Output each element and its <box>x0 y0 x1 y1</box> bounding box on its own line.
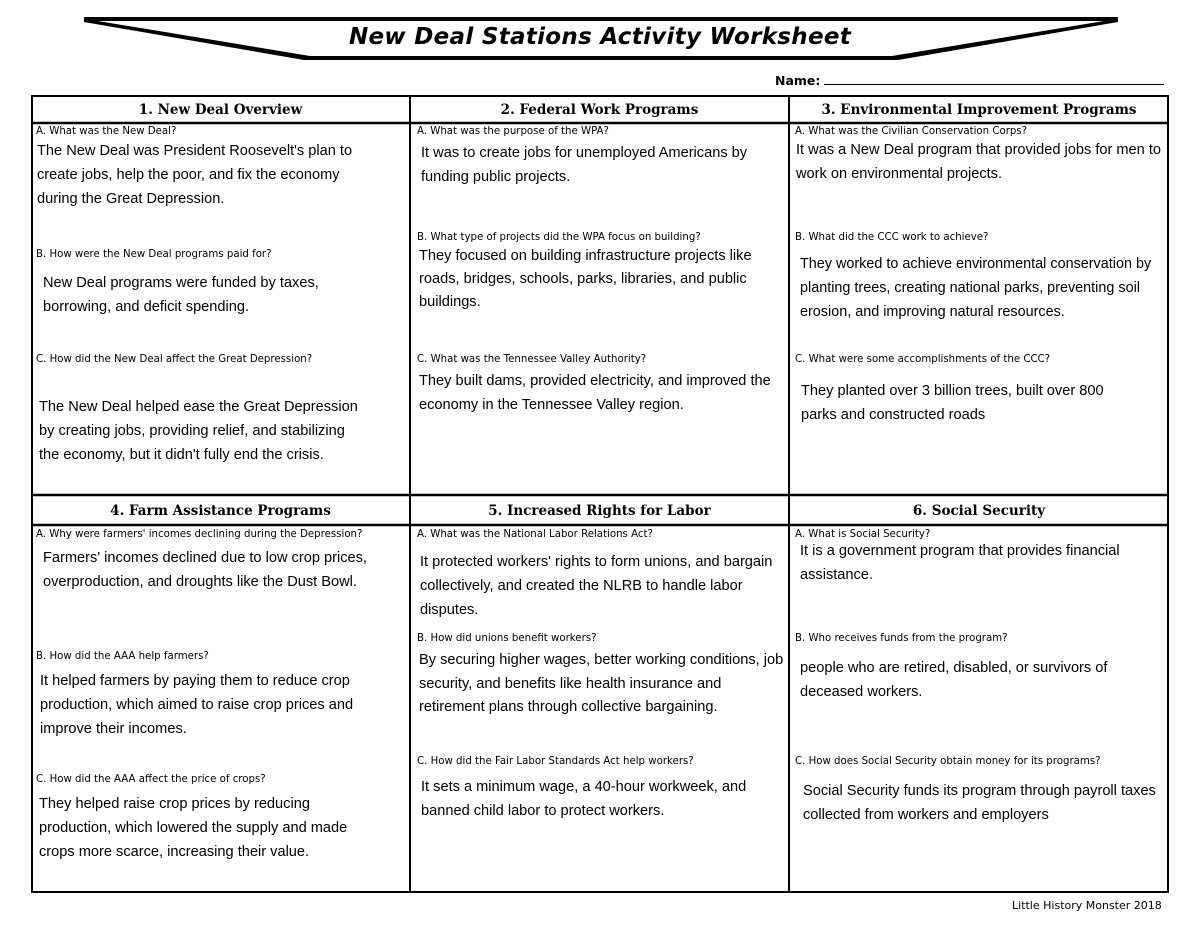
station-2-answer-a[interactable]: It was to create jobs for unemployed Americans by funding public projects. <box>421 145 748 185</box>
station-3-question-c: C. What were some accomplishments of the CCC? <box>795 354 1051 365</box>
station-6-question-a: A. What is Social Security? <box>795 529 931 540</box>
station-1-question-c: C. How did the New Deal affect the Great Depression? <box>36 354 313 365</box>
station-1-answer-a[interactable]: The New Deal was President Roosevelt's plan to create jobs, help the poor, and fix the economy during the Great Depression. <box>37 143 353 207</box>
station-3-title: 3. Environmental Improvement Programs <box>821 102 1137 118</box>
station-6-answer-b[interactable]: people who are retired, disabled, or survivors of deceased workers. <box>800 660 1108 700</box>
name-underline[interactable] <box>824 74 1164 85</box>
station-5-answer-c[interactable]: It sets a minimum wage, a 40-hour workweek, and banned child labor to protect workers. <box>421 779 747 819</box>
copyright-footer: Little History Monster 2018 <box>1012 899 1162 912</box>
station-3-answer-a[interactable]: It was a New Deal program that provided jobs for men to work on environmental projects. <box>796 142 1162 182</box>
stations-grid <box>31 95 1169 893</box>
station-5-answer-a[interactable]: It protected workers' rights to form unions, and bargain collectively, and created the NLRB to handle labor disputes. <box>420 554 773 618</box>
station-4-answer-a[interactable]: Farmers' incomes declined due to low crop prices, overproduction, and droughts like the Dust Bowl. <box>43 550 367 590</box>
station-1-answer-c[interactable]: The New Deal helped ease the Great Depression by creating jobs, providing relief, and stabilizing the economy, but it didn't fully end the crisis. <box>39 399 358 463</box>
station-5-question-c: C. How did the Fair Labor Standards Act help workers? <box>417 756 694 767</box>
station-4-question-b: B. How did the AAA help farmers? <box>36 651 209 662</box>
station-1-title: 1. New Deal Overview <box>138 102 303 118</box>
station-4-answer-c[interactable]: They helped raise crop prices by reducing production, which lowered the supply and made crops more scarce, increasing their value. <box>39 796 348 860</box>
station-4-answer-b[interactable]: It helped farmers by paying them to reduce crop production, which aimed to raise crop prices and improve their incomes. <box>40 673 354 737</box>
station-3-answer-b[interactable]: They worked to achieve environmental conservation by planting trees, creating national parks, preventing soil erosion, and improving natural resources. <box>800 256 1152 320</box>
name-field[interactable] <box>775 73 1164 88</box>
station-4-title: 4. Farm Assistance Programs <box>110 503 331 519</box>
station-5-title: 5. Increased Rights for Labor <box>488 503 711 519</box>
station-6-question-c: C. How does Social Security obtain money for its programs? <box>795 756 1101 767</box>
station-2-title: 2. Federal Work Programs <box>500 102 699 118</box>
station-2-question-a: A. What was the purpose of the WPA? <box>417 126 609 137</box>
worksheet-title: New Deal Stations Activity Worksheet <box>348 24 852 50</box>
station-5-answer-b[interactable]: By securing higher wages, better working conditions, job security, and benefits like health insurance and retirement plans through collective bargaining. <box>419 652 784 715</box>
station-3-answer-c[interactable]: They planted over 3 billion trees, built over 800 parks and constructed roads <box>801 383 1104 423</box>
station-1-question-b: B. How were the New Deal programs paid for? <box>36 249 272 260</box>
station-2-answer-b[interactable]: They focused on building infrastructure projects like roads, bridges, schools, parks, libraries, and public buildings. <box>419 248 752 310</box>
name-label: Name: <box>775 73 821 88</box>
station-2-question-c: C. What was the Tennessee Valley Authority? <box>417 354 647 365</box>
station-3-question-a: A. What was the Civilian Conservation Corps? <box>795 126 1028 137</box>
station-1-question-a: A. What was the New Deal? <box>36 126 177 137</box>
station-6-title: 6. Social Security <box>912 503 1046 519</box>
station-3-question-b: B. What did the CCC work to achieve? <box>795 232 989 243</box>
station-1-answer-b[interactable]: New Deal programs were funded by taxes, borrowing, and deficit spending. <box>43 275 319 315</box>
station-6-answer-c[interactable]: Social Security funds its program through payroll taxes collected from workers and employers <box>803 783 1156 823</box>
station-2-answer-c[interactable]: They built dams, provided electricity, and improved the economy in the Tennessee Valley region. <box>419 373 771 413</box>
station-4-question-a: A. Why were farmers' incomes declining during the Depression? <box>36 529 363 540</box>
station-5-question-a: A. What was the National Labor Relations Act? <box>417 529 653 540</box>
station-2-question-b: B. What type of projects did the WPA focus on building? <box>417 232 701 243</box>
station-6-answer-a[interactable]: It is a government program that provides financial assistance. <box>800 543 1120 583</box>
station-4-question-c: C. How did the AAA affect the price of crops? <box>36 774 266 785</box>
station-6-question-b: B. Who receives funds from the program? <box>795 633 1008 644</box>
station-5-question-b: B. How did unions benefit workers? <box>417 633 597 644</box>
